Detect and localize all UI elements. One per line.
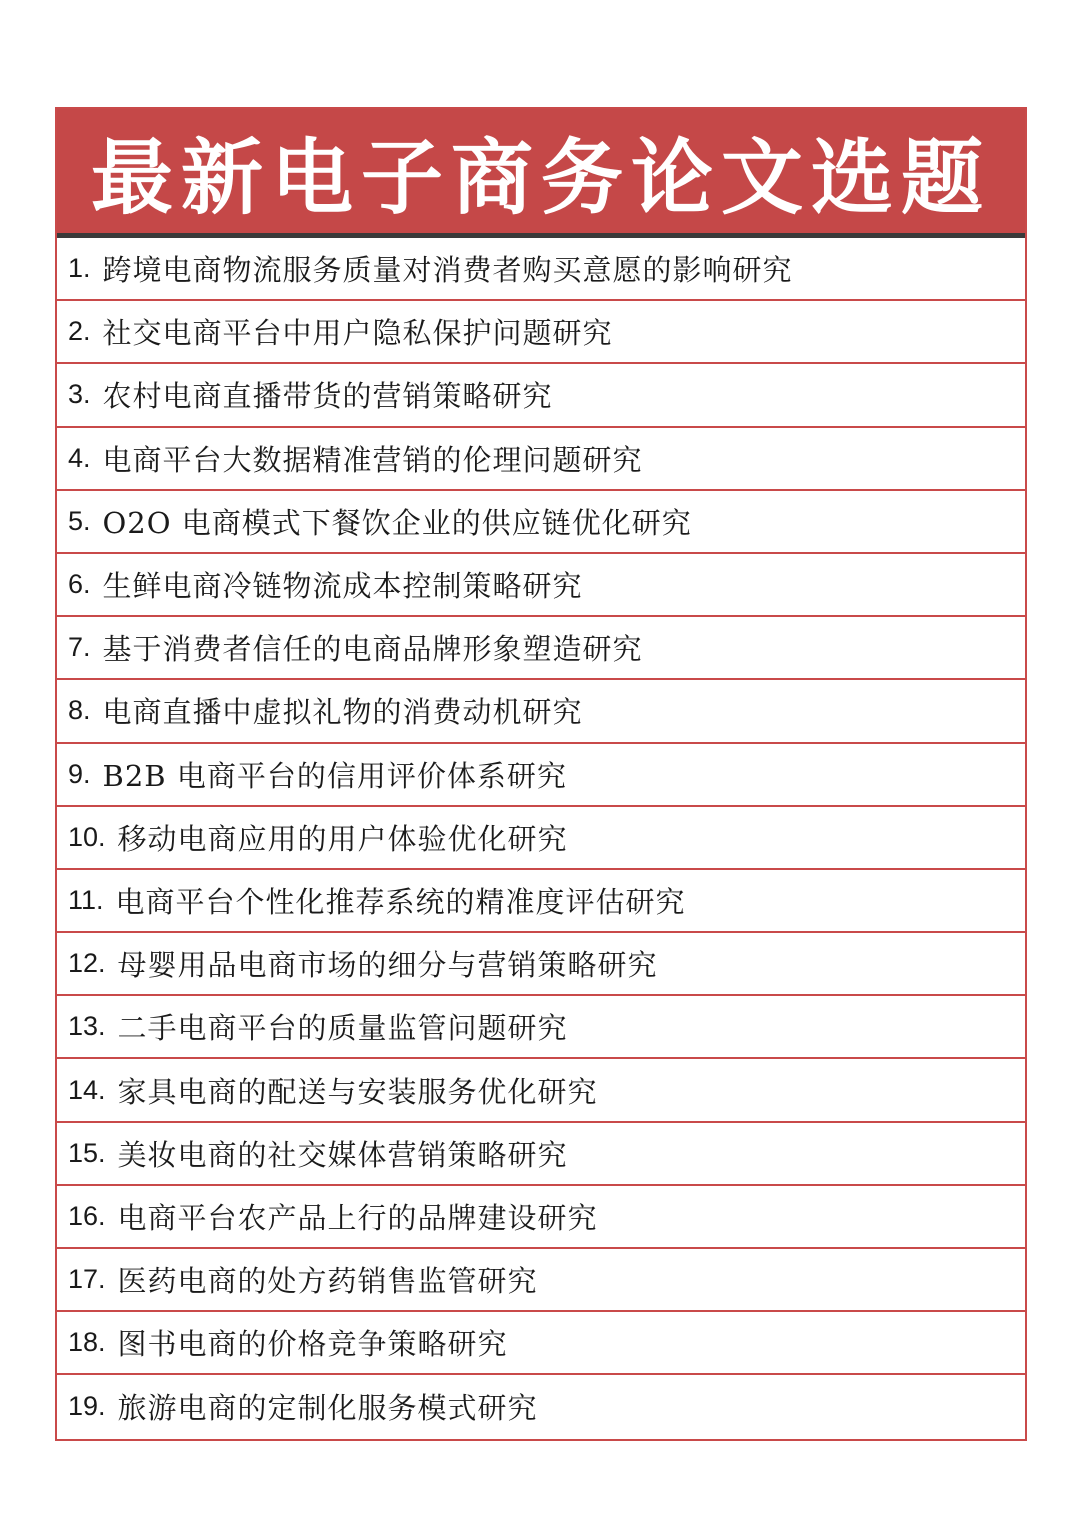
topic-number: 9. [68, 758, 91, 789]
topic-text: O2O 电商模式下餐饮企业的供应链优化研究 [102, 505, 692, 540]
topic-row [57, 617, 1025, 680]
topic-text: 二手电商平台的质量监管问题研究 [117, 1011, 568, 1046]
topic-row [57, 364, 1025, 427]
topic-row [57, 1186, 1025, 1249]
topic-number: 17. [68, 1264, 106, 1295]
topic-number: 16. [68, 1200, 106, 1231]
topic-row [57, 744, 1025, 807]
topic-text: 家具电商的配送与安装服务优化研究 [117, 1074, 598, 1109]
topic-text: 农村电商直播带货的营销策略研究 [102, 379, 553, 414]
topic-number: 1. [68, 253, 91, 284]
page-title: 最新电子商务论文选题 [90, 129, 991, 226]
topic-row [57, 870, 1025, 933]
topic-number: 12. [68, 948, 106, 979]
topic-row [57, 554, 1025, 617]
topic-sheet [55, 107, 1027, 1441]
topic-number: 2. [68, 316, 91, 347]
topic-row [57, 807, 1025, 870]
topic-list [57, 238, 1025, 1439]
topic-number: 4. [68, 442, 91, 473]
topic-text: 基于消费者信任的电商品牌形象塑造研究 [102, 632, 643, 667]
topic-row [57, 491, 1025, 554]
topic-row [57, 238, 1025, 301]
topic-row [57, 301, 1025, 364]
topic-text: 跨境电商物流服务质量对消费者购买意愿的影响研究 [102, 253, 793, 288]
topic-text: 社交电商平台中用户隐私保护问题研究 [102, 316, 613, 351]
topic-text: 电商平台大数据精准营销的伦理问题研究 [102, 442, 643, 477]
topic-text: B2B 电商平台的信用评价体系研究 [102, 758, 567, 793]
topic-number: 6. [68, 569, 91, 600]
topic-row [57, 428, 1025, 491]
topic-text: 电商平台个性化推荐系统的精准度评估研究 [115, 884, 686, 919]
topic-row [57, 1059, 1025, 1122]
topic-text: 旅游电商的定制化服务模式研究 [117, 1391, 538, 1426]
topic-number: 3. [68, 379, 91, 410]
topic-number: 15. [68, 1137, 106, 1168]
topic-number: 11. [68, 884, 104, 915]
topic-row [57, 680, 1025, 743]
topic-text: 医药电商的处方药销售监管研究 [117, 1264, 538, 1299]
topic-row [57, 1249, 1025, 1312]
topic-number: 18. [68, 1327, 106, 1358]
topic-number: 10. [68, 821, 106, 852]
topic-number: 5. [68, 505, 91, 536]
title-banner [57, 109, 1025, 238]
topic-number: 7. [68, 632, 91, 663]
topic-row [57, 1375, 1025, 1438]
topic-text: 电商平台农产品上行的品牌建设研究 [117, 1200, 598, 1235]
topic-text: 母婴用品电商市场的细分与营销策略研究 [117, 948, 658, 983]
topic-text: 生鲜电商冷链物流成本控制策略研究 [102, 569, 583, 604]
topic-number: 14. [68, 1074, 106, 1105]
topic-text: 图书电商的价格竞争策略研究 [117, 1327, 508, 1362]
topic-row [57, 996, 1025, 1059]
topic-row [57, 1123, 1025, 1186]
topic-text: 美妆电商的社交媒体营销策略研究 [117, 1137, 568, 1172]
topic-row [57, 933, 1025, 996]
topic-number: 8. [68, 695, 91, 726]
topic-text: 移动电商应用的用户体验优化研究 [117, 821, 568, 856]
topic-text: 电商直播中虚拟礼物的消费动机研究 [102, 695, 583, 730]
topic-number: 13. [68, 1011, 106, 1042]
topic-number: 19. [68, 1391, 106, 1422]
topic-row [57, 1312, 1025, 1375]
